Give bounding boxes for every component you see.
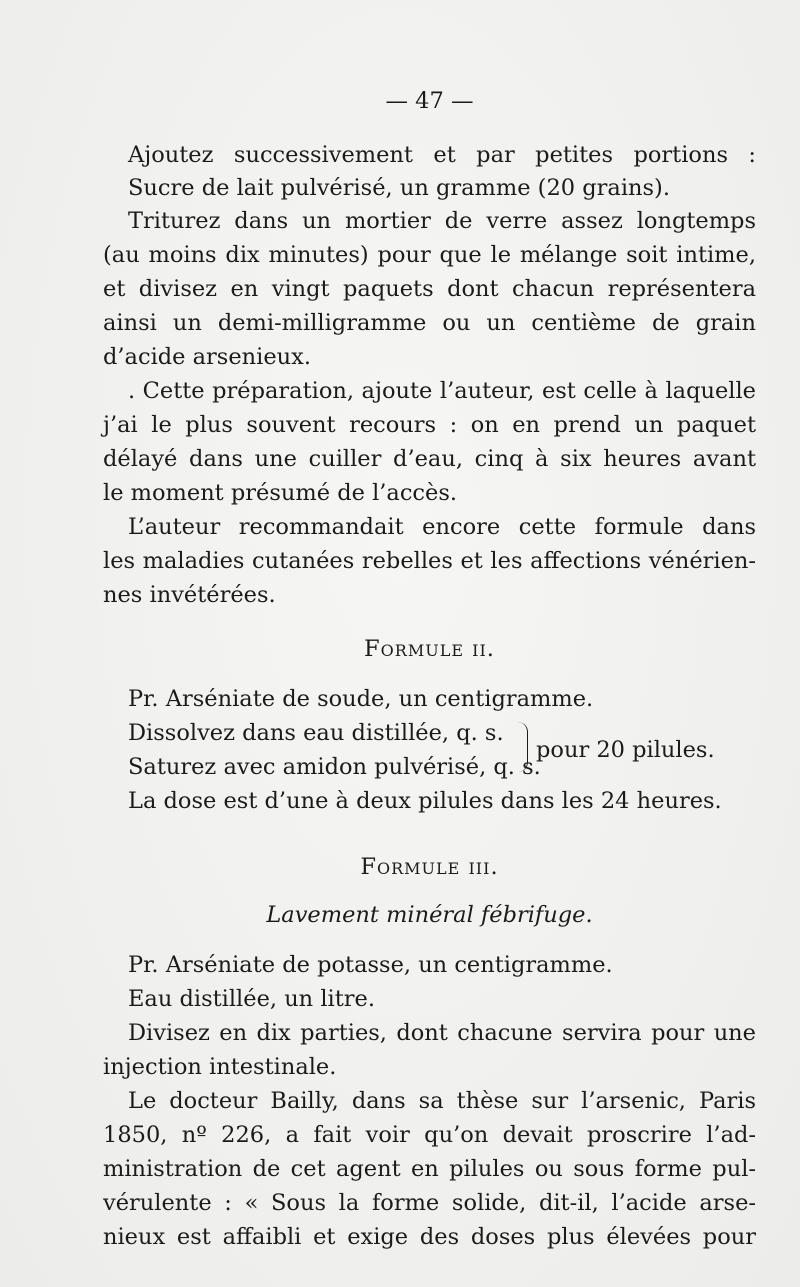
page-number: — 47 — <box>385 88 474 114</box>
text-line: nes invétérées. <box>103 582 276 608</box>
text-line: le moment présumé de l’accès. <box>103 480 458 506</box>
formula-line: Dissolvez dans eau distillée, q. s. <box>128 720 504 746</box>
text-line: 1850, nº 226, a fait voir qu’on devait proscrire l’ad- <box>103 1122 756 1148</box>
text-line: d’acide arsenieux. <box>103 344 312 370</box>
brace <box>517 722 528 772</box>
text-line: injection intestinale. <box>103 1054 337 1080</box>
text-line: Divisez en dix parties, dont chacune servira pour une <box>128 1020 756 1046</box>
text-line: . Cette préparation, ajoute l’auteur, est celle à laquelle <box>128 378 756 404</box>
text-line: Triturez dans un mortier de verre assez longtemps <box>128 208 756 234</box>
text-line: ainsi un demi-milligramme ou un centième de grain <box>103 310 756 336</box>
formula-line: Pr. Arséniate de soude, un centigramme. <box>128 686 594 712</box>
text-line: nieux est affaibli et exige des doses plus élevées pour <box>103 1224 756 1250</box>
text-line: et divisez en vingt paquets dont chacun représentera <box>103 276 756 302</box>
formula-line: Pr. Arséniate de potasse, un centigramme. <box>128 952 613 978</box>
text-line: délayé dans une cuiller d’eau, cinq à six heures avant <box>103 446 756 472</box>
text-line: Sucre de lait pulvérisé, un gramme (20 grains). <box>128 175 670 201</box>
formula-2-title: Formule ii. <box>364 636 495 662</box>
formula-3-subtitle: Lavement minéral fébrifuge. <box>266 902 593 928</box>
text-line: les maladies cutanées rebelles et les affections vénérien- <box>103 548 756 574</box>
text-line: vérulente : « Sous la forme solide, dit-il, l’acide arse- <box>103 1190 756 1216</box>
text-line: j’ai le plus souvent recours : on en prend un paquet <box>103 412 756 438</box>
text-line: L’auteur recommandait encore cette formule dans <box>128 514 756 540</box>
formula-line: Saturez avec amidon pulvérisé, q. s. <box>128 754 541 780</box>
text-line: (au moins dix minutes) pour que le mélange soit intime, <box>103 242 756 268</box>
text-line: Le docteur Bailly, dans sa thèse sur l’arsenic, Paris <box>128 1088 756 1114</box>
text-line: Ajoutez successivement et par petites portions : <box>128 142 756 168</box>
formula-3-title: Formule iii. <box>360 854 499 880</box>
formula-line: Eau distillée, un litre. <box>128 986 375 1012</box>
brace-note: pour 20 pilules. <box>536 737 715 763</box>
text-line: ministration de cet agent en pilules ou sous forme pul- <box>103 1156 756 1182</box>
formula-line: La dose est d’une à deux pilules dans les 24 heures. <box>128 788 722 814</box>
